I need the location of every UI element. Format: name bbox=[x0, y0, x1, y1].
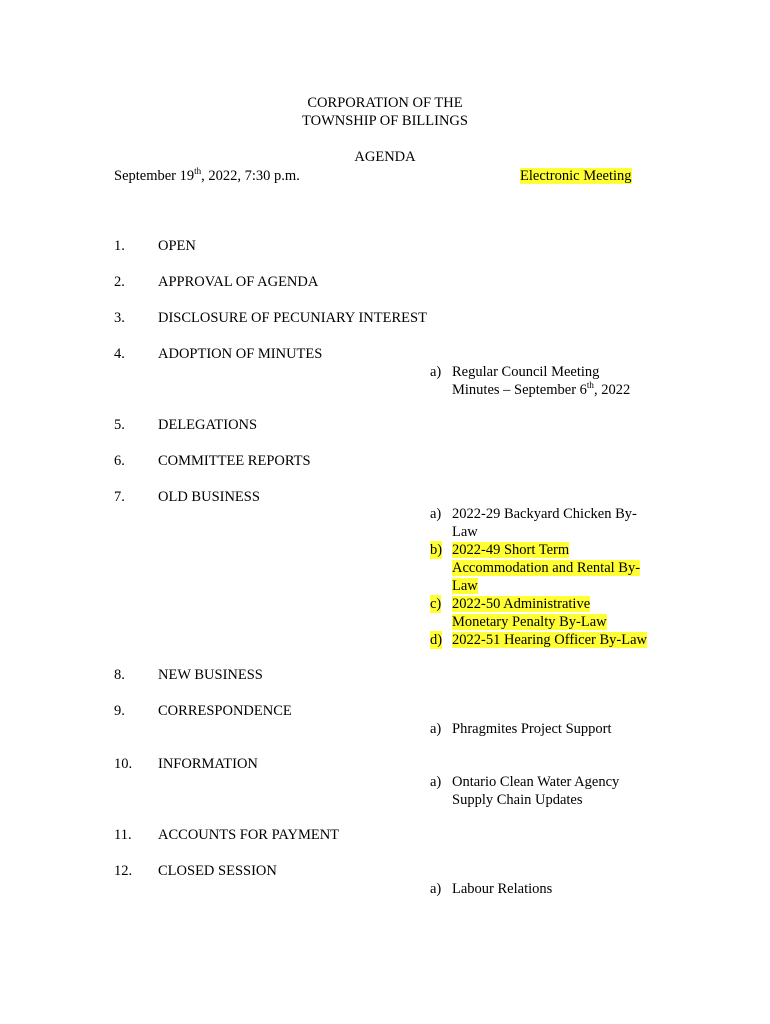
subitem-text: Minutes – September 6 bbox=[452, 382, 587, 398]
item-7-number: 7. bbox=[114, 489, 125, 505]
subitem-marker: a) bbox=[430, 774, 442, 790]
agenda-heading: AGENDA bbox=[354, 149, 416, 165]
item-6-number: 6. bbox=[114, 453, 125, 469]
subitem-suffix: th bbox=[586, 380, 594, 391]
item-4-subitems bbox=[430, 363, 670, 399]
item-5-number: 5. bbox=[114, 417, 125, 433]
subitem-text-line-2 bbox=[452, 381, 670, 399]
item-2-title: APPROVAL OF AGENDA bbox=[158, 274, 319, 290]
meeting-date bbox=[114, 167, 300, 185]
item-9-title: CORRESPONDENCE bbox=[158, 703, 292, 719]
meeting-type-label: Electronic Meeting bbox=[520, 168, 632, 184]
item-10-number: 10. bbox=[114, 756, 133, 772]
item-6-title: COMMITTEE REPORTS bbox=[158, 453, 311, 469]
item-9-subitem-a bbox=[430, 720, 670, 738]
item-12-number: 12. bbox=[114, 863, 133, 879]
item-4-subitem-a bbox=[430, 363, 670, 399]
item-10-subitem-a bbox=[430, 773, 640, 809]
item-2-number: 2. bbox=[114, 274, 125, 290]
subitem-year: , 2022 bbox=[593, 382, 631, 398]
subitem-marker: c) bbox=[430, 596, 442, 612]
item-7-subitem-b bbox=[430, 541, 642, 595]
subitem-text-line-1: Regular Council Meeting bbox=[452, 364, 600, 380]
item-7-title: OLD BUSINESS bbox=[158, 489, 260, 505]
subitem-marker: a) bbox=[430, 721, 442, 737]
item-11-number: 11. bbox=[114, 827, 132, 843]
subitem-marker: d) bbox=[430, 632, 443, 648]
item-9-number: 9. bbox=[114, 703, 125, 719]
item-10-title: INFORMATION bbox=[158, 756, 258, 772]
item-5-title: DELEGATIONS bbox=[158, 417, 258, 433]
item-12-title: CLOSED SESSION bbox=[158, 863, 277, 879]
item-7-subitem-a bbox=[430, 505, 642, 541]
header-line-2: TOWNSHIP OF BILLINGS bbox=[302, 113, 468, 129]
subitem-text: 2022-51 Hearing Officer By-Law bbox=[452, 632, 648, 648]
subitem-text: Ontario Clean Water Agency Supply Chain Updates bbox=[452, 774, 620, 808]
date-text: September 19 bbox=[114, 168, 195, 184]
item-11-title: ACCOUNTS FOR PAYMENT bbox=[158, 827, 340, 843]
item-3-number: 3. bbox=[114, 310, 125, 326]
item-10-subitems bbox=[430, 773, 640, 809]
item-1-number: 1. bbox=[114, 238, 125, 254]
header-line-1: CORPORATION OF THE bbox=[307, 95, 463, 111]
meeting-type bbox=[520, 167, 632, 185]
item-9-subitems bbox=[430, 720, 670, 738]
item-3-title: DISCLOSURE OF PECUNIARY INTEREST bbox=[158, 310, 427, 326]
date-suffix: th bbox=[194, 166, 202, 177]
item-4-number: 4. bbox=[114, 346, 125, 362]
subitem-text: 2022-29 Backyard Chicken By-Law bbox=[452, 506, 637, 540]
item-8-title: NEW BUSINESS bbox=[158, 667, 263, 683]
subitem-text: Labour Relations bbox=[452, 881, 553, 897]
item-7-subitem-c bbox=[430, 595, 642, 631]
subitem-text: 2022-49 Short Term Accommodation and Rental By-Law bbox=[452, 542, 641, 594]
item-1-title: OPEN bbox=[158, 238, 196, 254]
item-12-subitem-a bbox=[430, 880, 670, 898]
subitem-marker: b) bbox=[430, 542, 443, 558]
subitem-marker: a) bbox=[430, 506, 442, 522]
item-7-subitems bbox=[430, 505, 648, 649]
subitem-marker: a) bbox=[430, 364, 442, 380]
subitem-text: 2022-50 Administrative Monetary Penalty By-Law bbox=[452, 596, 607, 630]
item-8-number: 8. bbox=[114, 667, 125, 683]
subitem-marker: a) bbox=[430, 881, 442, 897]
item-4-title: ADOPTION OF MINUTES bbox=[158, 346, 323, 362]
date-time-text: , 2022, 7:30 p.m. bbox=[201, 168, 300, 184]
item-7-subitem-d bbox=[430, 631, 648, 649]
subitem-text: Phragmites Project Support bbox=[452, 721, 612, 737]
item-12-subitems bbox=[430, 880, 670, 898]
